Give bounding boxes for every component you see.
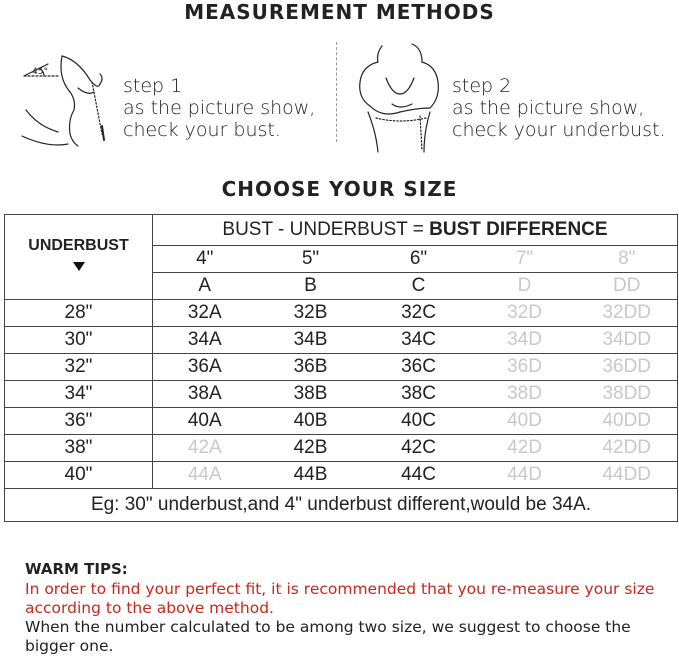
- size-cell: 32A: [153, 300, 257, 327]
- size-chart-table: [4, 214, 678, 522]
- size-cell: 38B: [257, 381, 365, 408]
- size-cell: 44A: [153, 462, 257, 489]
- size-cell: 32B: [257, 300, 365, 327]
- table-row: [5, 408, 678, 435]
- step2-text: [452, 75, 666, 141]
- underbust-cell: 30": [5, 327, 153, 354]
- table-row: [5, 300, 678, 327]
- step2-line3: check your underbust.: [452, 119, 666, 141]
- figure-step1-illustration: [18, 48, 118, 148]
- size-cell: 32DD: [577, 300, 678, 327]
- cup-cell: C: [365, 273, 473, 300]
- table-row: [5, 381, 678, 408]
- table-header-formula-row: [5, 215, 678, 246]
- cup-cell: A: [153, 273, 257, 300]
- step2-label: step 2: [452, 75, 512, 97]
- size-cell: 42A: [153, 435, 257, 462]
- example-row: [5, 489, 678, 522]
- table-row: [5, 354, 678, 381]
- step1-line3: check your bust.: [123, 119, 281, 141]
- table-row: [5, 462, 678, 489]
- table-row: [5, 327, 678, 354]
- size-cell: 44D: [473, 462, 577, 489]
- underbust-cell: 32": [5, 354, 153, 381]
- down-triangle-icon: [73, 262, 85, 271]
- size-cell: 40B: [257, 408, 365, 435]
- diff-cell: 5": [257, 246, 365, 273]
- table-row: [5, 435, 678, 462]
- figure-step2-illustration: [352, 42, 447, 154]
- size-cell: 36A: [153, 354, 257, 381]
- size-cell: 36B: [257, 354, 365, 381]
- cup-cell: B: [257, 273, 365, 300]
- underbust-cell: 28": [5, 300, 153, 327]
- size-cell: 42B: [257, 435, 365, 462]
- size-cell: 34DD: [577, 327, 678, 354]
- measurement-title: MEASUREMENT METHODS: [184, 0, 495, 24]
- size-cell: 40D: [473, 408, 577, 435]
- size-cell: 38D: [473, 381, 577, 408]
- formula-cell: [153, 215, 678, 246]
- size-cell: 32D: [473, 300, 577, 327]
- size-cell: 36DD: [577, 354, 678, 381]
- tips-red-text: In order to find your perfect fit, it is recommended that you re-measure your size according to the above method.: [25, 580, 655, 617]
- size-cell: 34A: [153, 327, 257, 354]
- size-cell: 38DD: [577, 381, 678, 408]
- formula-prefix: BUST - UNDERBUST =: [222, 219, 430, 240]
- size-cell: 34D: [473, 327, 577, 354]
- size-cell: 32C: [365, 300, 473, 327]
- size-cell: 36D: [473, 354, 577, 381]
- size-cell: 40C: [365, 408, 473, 435]
- size-cell: 38C: [365, 381, 473, 408]
- underbust-cell: 34": [5, 381, 153, 408]
- step-divider: [336, 42, 337, 142]
- size-cell: 42DD: [577, 435, 678, 462]
- step2-line2: as the picture show,: [452, 97, 645, 119]
- size-cell: 44DD: [577, 462, 678, 489]
- tips-black-text: When the number calculated to be among two size, we suggest to choose the bigger one.: [25, 618, 631, 655]
- diff-cell: 8": [577, 246, 678, 273]
- cup-cell: DD: [577, 273, 678, 300]
- underbust-label: UNDERBUST: [28, 237, 129, 254]
- size-cell: 40DD: [577, 408, 678, 435]
- underbust-cell: 38": [5, 435, 153, 462]
- step1-text: [123, 75, 315, 141]
- formula-bold: BUST DIFFERENCE: [429, 219, 608, 240]
- diff-cell: 6": [365, 246, 473, 273]
- underbust-cell: 40": [5, 462, 153, 489]
- size-cell: 44B: [257, 462, 365, 489]
- size-cell: 34B: [257, 327, 365, 354]
- size-cell: 42D: [473, 435, 577, 462]
- underbust-cell: 36": [5, 408, 153, 435]
- size-chart-title: CHOOSE YOUR SIZE: [221, 177, 458, 201]
- size-cell: 36C: [365, 354, 473, 381]
- size-cell: 40A: [153, 408, 257, 435]
- step1-label: step 1: [123, 75, 183, 97]
- underbust-header-cell: [5, 215, 153, 300]
- size-cell: 38A: [153, 381, 257, 408]
- size-cell: 42C: [365, 435, 473, 462]
- diff-cell: 4": [153, 246, 257, 273]
- step1-line2: as the picture show,: [123, 97, 316, 119]
- cup-cell: D: [473, 273, 577, 300]
- warm-tips: [25, 560, 665, 656]
- tips-heading: WARM TIPS:: [25, 560, 128, 578]
- size-cell: 34C: [365, 327, 473, 354]
- angle-label: 45°: [32, 67, 48, 77]
- size-cell: 44C: [365, 462, 473, 489]
- diff-cell: 7": [473, 246, 577, 273]
- example-text: Eg: 30" underbust,and 4" underbust different,would be 34A.: [5, 489, 678, 522]
